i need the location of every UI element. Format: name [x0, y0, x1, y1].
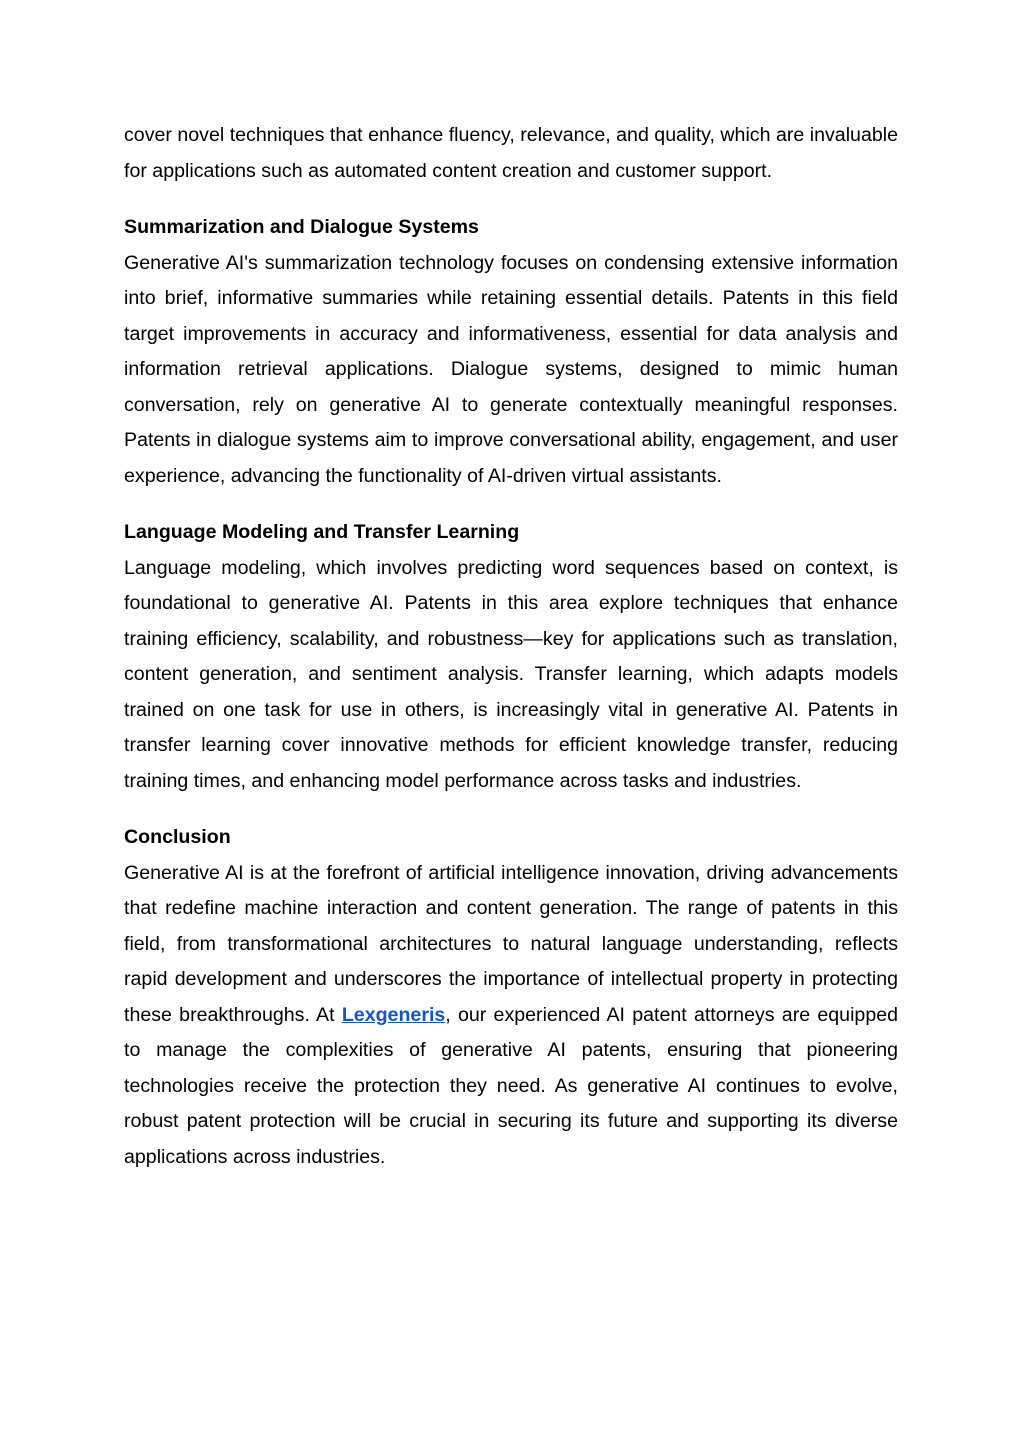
lexgeneris-link[interactable]: Lexgeneris [341, 1003, 446, 1026]
paragraph-gap [124, 494, 898, 515]
section-heading-language-modeling: Language Modeling and Transfer Learning [124, 521, 520, 543]
paragraph-gap [124, 799, 898, 820]
section-body-conclusion [124, 856, 898, 1176]
conclusion-text-before-link: Generative AI is at the forefront of artificial intelligence innovation, driving advancements that redefine machine interaction and content generation. The range of patents in this field, from transformational architectures to natural language understanding, reflects rapid development and underscores the importance of intellectual property in protecting these breakthroughs. At [124, 861, 898, 1026]
section-body-summarization: Generative AI's summarization technology focuses on condensing extensive information into brief, informative summaries while retaining essential details. Patents in this field target improvements in accuracy and informativeness, essential for data analysis and information retrieval applications. Dialogue systems, designed to mimic human conversation, rely on generative AI to generate contextually meaningful responses. Patents in dialogue systems aim to improve conversational ability, engagement, and user experience, advancing the functionality of AI-driven virtual assistants. [124, 251, 898, 487]
document-body [124, 118, 898, 1175]
paragraph-gap [124, 189, 898, 210]
section-heading-conclusion: Conclusion [124, 826, 231, 848]
conclusion-text-after-link: , our experienced AI patent attorneys are equipped to manage the complexities of generative AI patents, ensuring that pioneering technologies receive the protection they need. As generative AI continues to evolve, robust patent protection will be crucial in securing its future and supporting its diverse applications across industries. [124, 1003, 899, 1168]
section-heading-summarization: Summarization and Dialogue Systems [124, 216, 479, 238]
section-body-language-modeling: Language modeling, which involves predicting word sequences based on context, is foundational to generative AI. Patents in this area explore techniques that enhance training efficiency, scalability, and robustness—key for applications such as translation, content generation, and sentiment analysis. Transfer learning, which adapts models trained on one task for use in others, is increasingly vital in generative AI. Patents in transfer learning cover innovative methods for efficient knowledge transfer, reducing training times, and enhancing model performance across tasks and industries. [124, 556, 898, 792]
intro-paragraph: cover novel techniques that enhance fluency, relevance, and quality, which are invaluable for applications such as automated content creation and customer support. [124, 124, 898, 182]
